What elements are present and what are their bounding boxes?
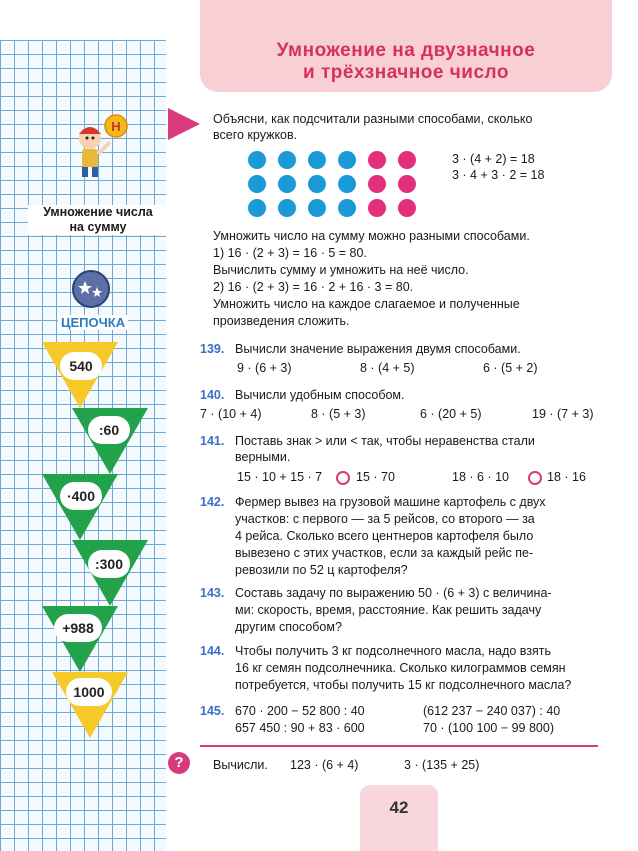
page-number: 42 [389,798,409,817]
task-140-expr-2: 8 · (5 + 3) [311,407,366,421]
blue-dot [278,175,296,193]
topic-line-2: на сумму [69,220,127,234]
task-140-expr-1: 7 · (10 + 4) [200,407,262,421]
bottom-expr-2: 3 · (135 + 25) [404,758,480,772]
task-145-expr-a2: (612 237 − 240 037) : 40 [423,704,561,718]
blue-dot [338,151,356,169]
task-139-expr-3: 6 · (5 + 2) [483,361,538,375]
task-142-line-1: Фермер вывез на грузовой машине картофель с двух [235,495,546,509]
task-141-line-1: Поставь знак > или < так, чтобы неравенства стали [235,434,535,448]
topic-line-1: Умножение числа [43,205,153,219]
pink-dot [398,175,416,193]
task-141-a-right: 15 · 70 [356,470,395,484]
task-141-b-right: 18 · 16 [547,470,586,484]
task-141-b-left: 18 · 6 · 10 [452,470,509,484]
blue-dot [308,175,326,193]
pink-dot [368,175,386,193]
page-title [200,40,612,84]
blue-dot [308,151,326,169]
blue-dot [278,199,296,217]
task-141-a-left: 15 · 10 + 15 · 7 [237,470,323,484]
task-143-line-3: другим способом? [235,620,342,634]
task-139-expr-1: 9 · (6 + 3) [237,361,292,375]
blue-dot [248,199,266,217]
comparison-circle-2[interactable] [528,471,542,485]
task-141-line-2: верными. [235,450,291,464]
chain-label: ЦЕПОЧКА [58,315,128,330]
page-number-tab [360,785,438,851]
pointer-marker [168,108,200,140]
task-144-line-1: Чтобы получить 3 кг подсолнечного масла, надо взять [235,644,552,658]
rule-line-5: Умножить число на каждое слагаемое и полученные [213,297,520,311]
chain-chip-1: 540 [60,352,102,380]
question-icon: ? [168,752,190,774]
star-badge-icon [72,270,110,308]
task-145-expr-a1: 670 · 200 − 52 800 : 40 [235,704,365,718]
topic-label [28,205,168,235]
blue-dot [338,175,356,193]
title-line-2: и трёхзначное число [303,62,509,83]
title-line-1: Умножение на двузначное [276,40,536,61]
blue-dot [308,199,326,217]
bottom-divider [200,745,598,747]
task-145-expr-b2: 70 · (100 100 − 99 800) [423,721,554,735]
chain-chip-3: ·400 [60,482,102,510]
chain-chip-2: :60 [88,416,130,444]
grid-panel-top [0,0,166,40]
rule-line-6: произведения сложить. [213,314,350,328]
dots-group [248,151,418,221]
task-140-expr-4: 19 · (7 + 3) [532,407,594,421]
task-139-text: Вычисли значение выражения двумя способами. [235,342,521,356]
task-142-line-5: ревозили по 52 ц картофеля? [235,563,408,577]
task-142-line-2: участков: с первого — за 5 рейсов, со второго — за [235,512,535,526]
chain-chip-4: :300 [88,550,130,578]
chain-chip-5: +988 [54,614,102,642]
task-144-line-3: потребуется, чтобы получить 15 кг подсолнечного масла? [235,678,572,692]
blue-dot [248,175,266,193]
rule-line-4: 2) 16 · (2 + 3) = 16 · 2 + 16 · 3 = 80. [213,280,414,294]
comparison-circle-1[interactable] [336,471,350,485]
intro-line-1: Объясни, как подсчитали разными способами, сколько [213,112,533,126]
intro-line-2: всего кружков. [213,128,298,142]
task-140-text: Вычисли удобным способом. [235,388,405,402]
task-143-number: 143. [200,586,225,600]
pink-dot [398,151,416,169]
task-142-line-4: вывезено с этих участков, если за каждый рейс пе- [235,546,534,560]
task-143-line-1: Составь задачу по выражению 50 · (6 + 3) с величина- [235,586,552,600]
pink-dot [368,199,386,217]
task-142-line-3: 4 рейса. Сколько всего центнеров картофеля было [235,529,534,543]
pink-dot [368,151,386,169]
intro-eq-1: 3 · (4 + 2) = 18 [452,152,535,166]
task-139-number: 139. [200,342,225,356]
task-144-line-2: 16 кг семян подсолнечника. Сколько килограммов семян [235,661,566,675]
task-141-number: 141. [200,434,225,448]
task-143-line-2: ми: скорость, время, расстояние. Как решить задачу [235,603,542,617]
blue-dot [338,199,356,217]
bottom-expr-1: 123 · (6 + 4) [290,758,359,772]
bottom-label: Вычисли. [213,758,268,772]
task-145-number: 145. [200,704,225,718]
task-145-expr-b1: 657 450 : 90 + 83 · 600 [235,721,365,735]
intro-eq-2: 3 · 4 + 3 · 2 = 18 [452,168,545,182]
rule-line-3: Вычислить сумму и умножить на неё число. [213,263,469,277]
pink-dot [398,199,416,217]
task-144-number: 144. [200,644,225,658]
task-140-number: 140. [200,388,225,402]
task-142-number: 142. [200,495,225,509]
rule-line-1: Умножить число на сумму можно разными способами. [213,229,530,243]
task-140-expr-3: 6 · (20 + 5) [420,407,482,421]
boy-character-icon [68,112,132,180]
task-139-expr-2: 8 · (4 + 5) [360,361,415,375]
character-badge: Н [111,119,121,134]
chain-chip-6: 1000 [66,678,112,706]
rule-line-2: 1) 16 · (2 + 3) = 16 · 5 = 80. [213,246,367,260]
blue-dot [248,151,266,169]
blue-dot [278,151,296,169]
